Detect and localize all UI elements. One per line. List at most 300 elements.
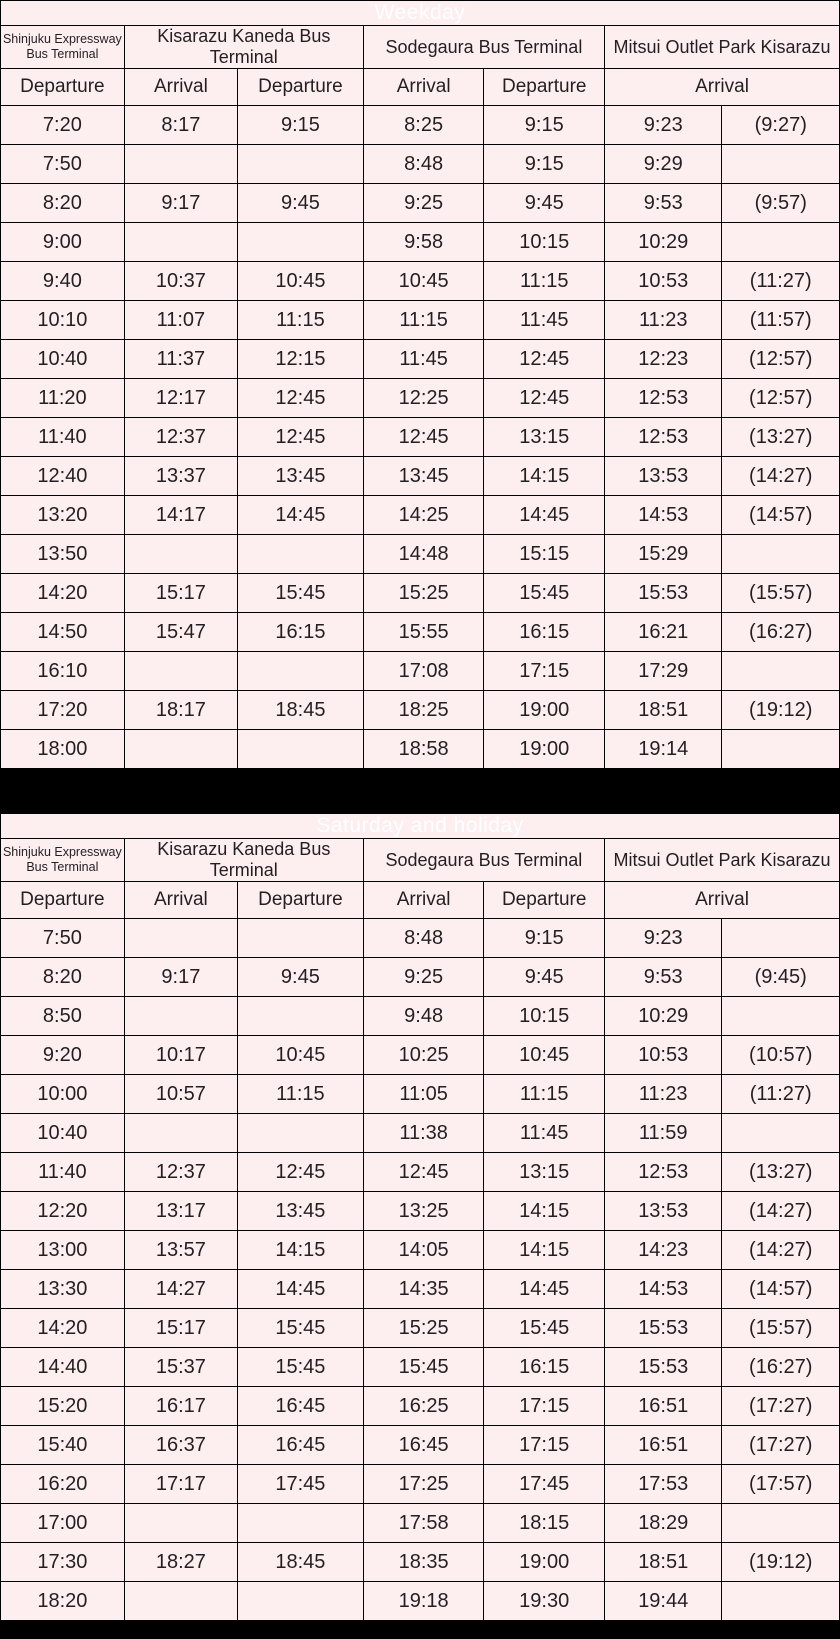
cell-dep1: 10:00	[1, 1075, 125, 1114]
cell-dep1: 15:20	[1, 1387, 125, 1426]
cell-arr1: 10:17	[124, 1036, 237, 1075]
cell-dep1: 10:10	[1, 301, 125, 340]
cell-arr3: 10:53	[605, 262, 722, 301]
cell-dep1: 14:40	[1, 1348, 125, 1387]
cell-arr3: 13:53	[605, 1192, 722, 1231]
cell-arr2: 9:48	[363, 997, 484, 1036]
cell-arr2: 11:45	[363, 340, 484, 379]
table-row	[1, 457, 840, 496]
subheader-departure-2: Departure	[237, 882, 363, 919]
cell-dep1: 7:50	[1, 145, 125, 184]
cell-arr3-alt: (12:57)	[722, 340, 840, 379]
cell-arr2: 16:45	[363, 1426, 484, 1465]
cell-dep1: 17:00	[1, 1504, 125, 1543]
cell-dep3: 11:15	[484, 1075, 605, 1114]
cell-arr3: 9:23	[605, 106, 722, 145]
weekday-banner-row	[1, 1, 840, 26]
cell-dep3: 14:45	[484, 496, 605, 535]
cell-arr3-alt: (13:27)	[722, 1153, 840, 1192]
cell-arr2: 15:55	[363, 613, 484, 652]
cell-dep1: 8:50	[1, 997, 125, 1036]
cell-dep2: 14:15	[237, 1231, 363, 1270]
table-row	[1, 223, 840, 262]
table-row	[1, 652, 840, 691]
cell-arr3: 10:53	[605, 1036, 722, 1075]
cell-arr1	[124, 1114, 237, 1153]
cell-arr1	[124, 223, 237, 262]
cell-arr3-alt: (14:57)	[722, 1270, 840, 1309]
section-divider	[0, 769, 840, 813]
cell-arr2: 14:35	[363, 1270, 484, 1309]
table-row	[1, 1270, 840, 1309]
cell-arr2: 10:25	[363, 1036, 484, 1075]
cell-dep2: 16:15	[238, 613, 364, 652]
cell-arr2: 10:45	[363, 262, 484, 301]
cell-dep3: 17:45	[484, 1465, 605, 1504]
subheader-arrival-2: Arrival	[363, 69, 484, 106]
cell-dep3: 9:15	[484, 145, 605, 184]
cell-dep2	[238, 730, 364, 769]
cell-arr3-alt: (9:45)	[722, 958, 840, 997]
cell-dep3: 12:45	[484, 340, 605, 379]
cell-arr1	[124, 145, 237, 184]
cell-arr1: 12:17	[124, 379, 237, 418]
cell-arr3: 13:53	[605, 457, 722, 496]
holiday-timetable	[0, 813, 840, 1621]
cell-arr1: 12:37	[124, 418, 237, 457]
table-row	[1, 301, 840, 340]
cell-arr1: 15:17	[124, 574, 237, 613]
cell-dep2: 16:45	[237, 1426, 363, 1465]
cell-arr1	[124, 919, 237, 958]
cell-arr2: 13:45	[363, 457, 484, 496]
cell-arr3: 19:14	[605, 730, 722, 769]
cell-arr3: 11:59	[605, 1114, 722, 1153]
station-kisarazu-kaneda: Kisarazu Kaneda Bus Terminal	[124, 26, 363, 69]
cell-arr1: 10:57	[124, 1075, 237, 1114]
cell-dep3: 11:15	[484, 262, 605, 301]
cell-dep1: 13:30	[1, 1270, 125, 1309]
holiday-banner: Saturday and holiday	[1, 814, 840, 839]
cell-dep3: 18:15	[484, 1504, 605, 1543]
cell-dep2: 12:45	[237, 1153, 363, 1192]
table-row	[1, 418, 840, 457]
cell-dep2	[237, 1504, 363, 1543]
table-row	[1, 1426, 840, 1465]
cell-arr3-alt: (14:57)	[722, 496, 840, 535]
cell-dep2	[238, 145, 364, 184]
cell-arr3: 18:29	[605, 1504, 722, 1543]
cell-arr2: 15:25	[363, 1309, 484, 1348]
cell-arr3: 17:29	[605, 652, 722, 691]
cell-dep3: 10:45	[484, 1036, 605, 1075]
cell-arr3: 9:23	[605, 919, 722, 958]
cell-arr2: 9:25	[363, 958, 484, 997]
subheader-arrival-1: Arrival	[124, 882, 237, 919]
cell-arr2: 8:48	[363, 145, 484, 184]
cell-arr3-alt	[722, 1582, 840, 1621]
cell-arr3-alt	[722, 535, 840, 574]
cell-arr3: 19:44	[605, 1582, 722, 1621]
subheader-departure-3: Departure	[484, 882, 605, 919]
cell-dep3: 14:45	[484, 1270, 605, 1309]
station-shinjuku: Shinjuku Expressway Bus Terminal	[1, 839, 125, 882]
table-row	[1, 535, 840, 574]
cell-arr3: 16:51	[605, 1387, 722, 1426]
cell-arr3-alt: (15:57)	[722, 574, 840, 613]
cell-dep1: 12:20	[1, 1192, 125, 1231]
cell-dep3: 14:15	[484, 1231, 605, 1270]
cell-dep2: 12:45	[238, 379, 364, 418]
cell-dep2: 10:45	[238, 262, 364, 301]
cell-arr3-alt	[722, 1504, 840, 1543]
station-shinjuku: Shinjuku Expressway Bus Terminal	[1, 26, 125, 69]
table-row	[1, 184, 840, 223]
subheader-departure-1: Departure	[1, 69, 125, 106]
cell-dep3: 14:15	[484, 1192, 605, 1231]
cell-arr3-alt	[722, 997, 840, 1036]
table-row	[1, 1309, 840, 1348]
cell-dep3: 16:15	[484, 613, 605, 652]
cell-dep3: 16:15	[484, 1348, 605, 1387]
cell-dep2: 18:45	[238, 691, 364, 730]
cell-arr1: 14:27	[124, 1270, 237, 1309]
cell-arr2: 14:05	[363, 1231, 484, 1270]
cell-arr1: 14:17	[124, 496, 237, 535]
cell-arr1: 18:17	[124, 691, 237, 730]
cell-arr3-alt	[722, 730, 840, 769]
table-row	[1, 919, 840, 958]
cell-arr3: 9:53	[605, 184, 722, 223]
station-sodegaura: Sodegaura Bus Terminal	[363, 839, 604, 882]
cell-arr2: 8:25	[363, 106, 484, 145]
cell-dep3: 19:00	[484, 730, 605, 769]
cell-dep2	[238, 652, 364, 691]
cell-dep2: 16:45	[237, 1387, 363, 1426]
cell-arr3-alt: (13:27)	[722, 418, 840, 457]
cell-arr3: 10:29	[605, 223, 722, 262]
cell-arr3-alt	[722, 919, 840, 958]
cell-dep1: 14:50	[1, 613, 125, 652]
cell-arr3: 15:53	[605, 1348, 722, 1387]
table-row	[1, 958, 840, 997]
table-row	[1, 496, 840, 535]
cell-arr3: 11:23	[605, 1075, 722, 1114]
cell-arr2: 13:25	[363, 1192, 484, 1231]
cell-arr3-alt: (19:12)	[722, 691, 840, 730]
cell-dep2: 10:45	[237, 1036, 363, 1075]
holiday-station-row	[1, 839, 840, 882]
cell-arr2: 15:45	[363, 1348, 484, 1387]
table-row	[1, 1036, 840, 1075]
table-row	[1, 730, 840, 769]
subheader-departure-3: Departure	[484, 69, 605, 106]
cell-arr3: 18:51	[605, 1543, 722, 1582]
cell-arr3: 15:29	[605, 535, 722, 574]
cell-arr2: 11:15	[363, 301, 484, 340]
cell-arr3: 16:51	[605, 1426, 722, 1465]
cell-arr3: 14:23	[605, 1231, 722, 1270]
cell-arr3-alt	[722, 223, 840, 262]
cell-arr3: 14:53	[605, 1270, 722, 1309]
cell-dep1: 9:40	[1, 262, 125, 301]
table-row	[1, 1387, 840, 1426]
cell-arr3-alt: (10:57)	[722, 1036, 840, 1075]
cell-arr3: 14:53	[605, 496, 722, 535]
cell-dep1: 11:20	[1, 379, 125, 418]
cell-dep3: 17:15	[484, 652, 605, 691]
cell-arr2: 12:45	[363, 1153, 484, 1192]
cell-arr2: 14:25	[363, 496, 484, 535]
cell-arr2: 11:05	[363, 1075, 484, 1114]
cell-arr3-alt	[722, 145, 840, 184]
cell-dep2	[237, 997, 363, 1036]
cell-arr3-alt	[722, 1114, 840, 1153]
cell-dep1: 9:20	[1, 1036, 125, 1075]
cell-arr2: 9:25	[363, 184, 484, 223]
station-kisarazu-kaneda: Kisarazu Kaneda Bus Terminal	[124, 839, 363, 882]
cell-dep1: 7:50	[1, 919, 125, 958]
subheader-arrival-1: Arrival	[124, 69, 237, 106]
cell-dep2: 18:45	[237, 1543, 363, 1582]
cell-dep3: 19:00	[484, 691, 605, 730]
cell-arr1	[124, 730, 237, 769]
cell-arr3: 15:53	[605, 1309, 722, 1348]
cell-dep1: 16:20	[1, 1465, 125, 1504]
cell-dep2: 11:15	[237, 1075, 363, 1114]
cell-arr3-alt: (11:57)	[722, 301, 840, 340]
cell-dep3: 15:15	[484, 535, 605, 574]
cell-arr1: 10:37	[124, 262, 237, 301]
cell-dep2	[238, 535, 364, 574]
cell-arr3-alt: (9:27)	[722, 106, 840, 145]
cell-dep3: 12:45	[484, 379, 605, 418]
cell-dep1: 14:20	[1, 574, 125, 613]
cell-dep1: 10:40	[1, 1114, 125, 1153]
cell-dep1: 9:00	[1, 223, 125, 262]
weekday-timetable	[0, 0, 840, 769]
cell-arr3-alt: (17:27)	[722, 1387, 840, 1426]
cell-arr2: 9:58	[363, 223, 484, 262]
cell-arr3-alt: (14:27)	[722, 1231, 840, 1270]
table-row	[1, 1075, 840, 1114]
cell-arr2: 17:25	[363, 1465, 484, 1504]
cell-arr3-alt: (14:27)	[722, 1192, 840, 1231]
cell-arr2: 17:08	[363, 652, 484, 691]
cell-arr1: 12:37	[124, 1153, 237, 1192]
cell-dep3: 9:45	[484, 184, 605, 223]
cell-dep1: 13:20	[1, 496, 125, 535]
cell-arr3-alt: (16:27)	[722, 613, 840, 652]
cell-arr1	[124, 1504, 237, 1543]
cell-dep2: 13:45	[238, 457, 364, 496]
cell-arr2: 12:45	[363, 418, 484, 457]
cell-arr1: 15:17	[124, 1309, 237, 1348]
cell-arr3: 15:53	[605, 574, 722, 613]
table-row	[1, 1543, 840, 1582]
cell-dep2: 9:45	[238, 184, 364, 223]
cell-arr3-alt: (15:57)	[722, 1309, 840, 1348]
cell-dep3: 9:45	[484, 958, 605, 997]
cell-dep3: 17:15	[484, 1387, 605, 1426]
cell-dep3: 11:45	[484, 1114, 605, 1153]
cell-dep2: 15:45	[238, 574, 364, 613]
cell-dep1: 11:40	[1, 1153, 125, 1192]
cell-arr2: 11:38	[363, 1114, 484, 1153]
table-row	[1, 574, 840, 613]
cell-dep1: 8:20	[1, 958, 125, 997]
cell-arr3: 12:23	[605, 340, 722, 379]
table-row	[1, 1114, 840, 1153]
weekday-station-row	[1, 26, 840, 69]
cell-arr1	[124, 652, 237, 691]
table-row	[1, 691, 840, 730]
cell-arr1: 13:57	[124, 1231, 237, 1270]
cell-arr3-alt: (16:27)	[722, 1348, 840, 1387]
cell-arr3-alt: (17:27)	[722, 1426, 840, 1465]
subheader-departure-2: Departure	[238, 69, 364, 106]
cell-arr2: 15:25	[363, 574, 484, 613]
cell-arr3: 9:53	[605, 958, 722, 997]
table-row	[1, 1504, 840, 1543]
weekday-banner: Weekday	[1, 1, 840, 26]
cell-arr3-alt: (11:27)	[722, 1075, 840, 1114]
table-row	[1, 1348, 840, 1387]
table-row	[1, 997, 840, 1036]
cell-arr1	[124, 535, 237, 574]
cell-arr2: 16:25	[363, 1387, 484, 1426]
cell-dep3: 10:15	[484, 997, 605, 1036]
subheader-arrival-3: Arrival	[605, 69, 840, 106]
table-row	[1, 379, 840, 418]
cell-arr1: 13:37	[124, 457, 237, 496]
table-row	[1, 262, 840, 301]
cell-dep2: 13:45	[237, 1192, 363, 1231]
table-row	[1, 340, 840, 379]
cell-arr1: 15:47	[124, 613, 237, 652]
subheader-arrival-2: Arrival	[363, 882, 484, 919]
cell-dep1: 16:10	[1, 652, 125, 691]
station-mitsui-outlet-park: Mitsui Outlet Park Kisarazu	[605, 26, 840, 69]
cell-dep3: 10:15	[484, 223, 605, 262]
cell-arr3: 11:23	[605, 301, 722, 340]
cell-arr1	[124, 1582, 237, 1621]
station-mitsui-outlet-park: Mitsui Outlet Park Kisarazu	[605, 839, 840, 882]
cell-dep1: 18:20	[1, 1582, 125, 1621]
cell-arr3-alt: (12:57)	[722, 379, 840, 418]
table-row	[1, 106, 840, 145]
cell-dep3: 14:15	[484, 457, 605, 496]
cell-dep2: 15:45	[237, 1309, 363, 1348]
cell-arr2: 18:25	[363, 691, 484, 730]
cell-arr3: 12:53	[605, 418, 722, 457]
cell-dep3: 9:15	[484, 919, 605, 958]
cell-dep2	[238, 223, 364, 262]
cell-arr3-alt: (19:12)	[722, 1543, 840, 1582]
cell-dep2: 17:45	[237, 1465, 363, 1504]
cell-arr1: 15:37	[124, 1348, 237, 1387]
cell-arr1: 17:17	[124, 1465, 237, 1504]
cell-arr2: 12:25	[363, 379, 484, 418]
subheader-departure-1: Departure	[1, 882, 125, 919]
cell-dep2: 9:45	[237, 958, 363, 997]
cell-dep3: 19:30	[484, 1582, 605, 1621]
cell-dep3: 13:15	[484, 418, 605, 457]
cell-dep1: 12:40	[1, 457, 125, 496]
cell-dep1: 10:40	[1, 340, 125, 379]
cell-dep3: 9:15	[484, 106, 605, 145]
cell-arr1: 8:17	[124, 106, 237, 145]
cell-arr3-alt: (9:57)	[722, 184, 840, 223]
table-row	[1, 613, 840, 652]
cell-arr3: 12:53	[605, 1153, 722, 1192]
cell-arr3: 16:21	[605, 613, 722, 652]
station-sodegaura: Sodegaura Bus Terminal	[363, 26, 604, 69]
cell-arr2: 8:48	[363, 919, 484, 958]
cell-dep3: 11:45	[484, 301, 605, 340]
cell-dep2: 14:45	[237, 1270, 363, 1309]
cell-arr1: 16:17	[124, 1387, 237, 1426]
weekday-subheader-row	[1, 69, 840, 106]
cell-dep2	[237, 1114, 363, 1153]
holiday-banner-row	[1, 814, 840, 839]
cell-arr3-alt: (17:57)	[722, 1465, 840, 1504]
cell-arr1: 13:17	[124, 1192, 237, 1231]
cell-arr1: 16:37	[124, 1426, 237, 1465]
cell-arr3: 9:29	[605, 145, 722, 184]
cell-arr3: 18:51	[605, 691, 722, 730]
cell-dep1: 17:20	[1, 691, 125, 730]
cell-arr1: 9:17	[124, 958, 237, 997]
cell-dep1: 7:20	[1, 106, 125, 145]
cell-dep1: 17:30	[1, 1543, 125, 1582]
subheader-arrival-3: Arrival	[605, 882, 840, 919]
cell-arr1: 9:17	[124, 184, 237, 223]
cell-arr3-alt: (11:27)	[722, 262, 840, 301]
cell-dep1: 11:40	[1, 418, 125, 457]
cell-dep1: 8:20	[1, 184, 125, 223]
table-row	[1, 1582, 840, 1621]
cell-arr2: 19:18	[363, 1582, 484, 1621]
cell-arr2: 18:58	[363, 730, 484, 769]
cell-dep1: 18:00	[1, 730, 125, 769]
cell-arr3: 10:29	[605, 997, 722, 1036]
cell-dep3: 17:15	[484, 1426, 605, 1465]
table-row	[1, 1192, 840, 1231]
cell-arr3-alt: (14:27)	[722, 457, 840, 496]
cell-dep2: 12:15	[238, 340, 364, 379]
cell-arr3-alt	[722, 652, 840, 691]
table-row	[1, 145, 840, 184]
cell-arr1	[124, 997, 237, 1036]
cell-arr1: 18:27	[124, 1543, 237, 1582]
holiday-subheader-row	[1, 882, 840, 919]
cell-dep1: 15:40	[1, 1426, 125, 1465]
cell-dep3: 13:15	[484, 1153, 605, 1192]
cell-dep2	[237, 1582, 363, 1621]
cell-dep1: 14:20	[1, 1309, 125, 1348]
cell-dep2: 11:15	[238, 301, 364, 340]
cell-arr3: 17:53	[605, 1465, 722, 1504]
cell-arr2: 17:58	[363, 1504, 484, 1543]
cell-dep1: 13:50	[1, 535, 125, 574]
cell-dep3: 15:45	[484, 574, 605, 613]
table-row	[1, 1153, 840, 1192]
cell-arr3: 12:53	[605, 379, 722, 418]
cell-dep2	[237, 919, 363, 958]
cell-dep2: 15:45	[237, 1348, 363, 1387]
bottom-bar	[0, 1621, 840, 1639]
